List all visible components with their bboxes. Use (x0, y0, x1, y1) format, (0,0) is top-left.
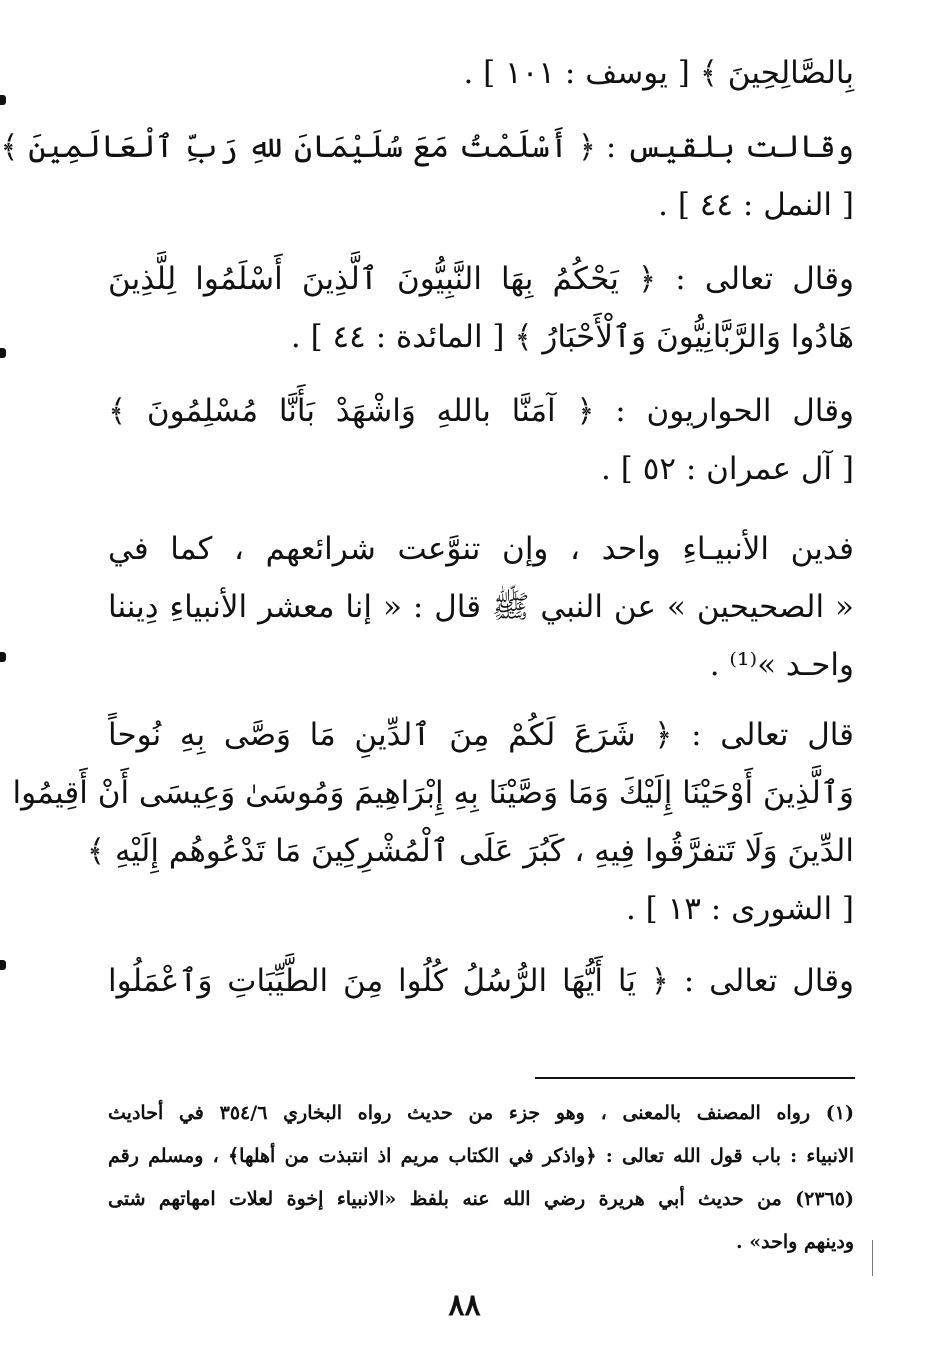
text-line: بِالصَّالِحِينَ ﴾ [ يوسف : ١٠١ ] . (463, 55, 854, 91)
footnote-separator (535, 1077, 855, 1079)
footnote-line: (١) رواه المصنف بالمعنى ، وهو جزء من حديث رواه البخاري ٣٥٤/٦ في أحاديث (108, 1102, 855, 1124)
footnote-line: (٢٣٦٥) من حديث أبي هريرة رضي الله عنه بلفظ «الانبياء إخوة لعلات امهاتهم شتى (108, 1188, 854, 1210)
text-line: وَٱلَّذِينَ أَوْحَيْنَا إِلَيْكَ وَمَا وَصَّيْنَا بِهِ إِبْرَاهِيمَ وَمُوسَىٰ وَعِيسَى أَنْ أَقِيمُوا (12, 775, 854, 811)
text-line: [ آل عمران : ٥٢ ] . (601, 451, 854, 487)
margin-line (872, 1240, 873, 1276)
footnote-line: الانبياء : باب قول الله تعالى : ﴿واذكر في الكتاب مريم اذ انتبذت من أهلها﴾ ، ومسلم رقم (108, 1145, 854, 1167)
footnote-line: ودينهم واحد» . (736, 1231, 854, 1253)
text-line: [ النمل : ٤٤ ] . (658, 187, 854, 223)
text-line: [ الشورى : ١٣ ] . (625, 891, 854, 927)
footnote (108, 1092, 854, 1264)
binding-mark (0, 652, 6, 662)
text-line: وقال الحواريون : ﴿ آمَنَّا باللهِ وَاشْهَدْ بَأَنَّا مُسْلِمُونَ ﴾ (108, 393, 854, 429)
paragraph (108, 250, 854, 382)
paragraph (108, 520, 854, 706)
text-line: واحـد »⁽¹⁾ . (709, 647, 854, 683)
text-line: وقال تعالى : ﴿ يَحْكُمُ بِهَا النَّبِيُّونَ ٱلَّذِينَ أَسْلَمُوا لِلَّذِينَ (108, 261, 854, 297)
text-line: « الصحيحين » عن النبي ﷺ قال : « إنا معشر الأنبياءِ دِيننا (108, 589, 854, 625)
paragraph (108, 44, 854, 118)
text-line: وقال تعالى : ﴿ يَا أَيُّهَا الرُّسُلُ كُلُوا مِنَ الطَّيِّبَاتِ وَٱعْمَلُوا (108, 963, 854, 999)
paragraph (12, 706, 854, 952)
text-line: فدين الأنبيـاءِ واحد ، وإن تنوَّعت شرائعهم ، كما في (108, 531, 854, 567)
main-text (0, 44, 854, 1012)
text-line: قال تعالى : ﴿ شَرَعَ لَكُمْ مِنَ ٱلدِّينِ مَا وَصَّى بِهِ نُوحاً (108, 717, 854, 753)
text-line: وقالت بلقيس : ﴿ أَسْلَمْتُ مَعَ سُلَيْمَانَ للهِ رَبِّ ٱلْعَالَمِينَ ﴾ (0, 129, 854, 165)
paragraph (108, 952, 854, 1012)
binding-mark (0, 95, 6, 105)
paragraph (108, 382, 854, 520)
text-line: الدِّينَ وَلَا تَتفرَّقُوا فِيهِ ، كَبُرَ عَلَى ٱلْمُشْرِكِينَ مَا تَدْعُوهُم إِلَيْهِ ﴾ (86, 833, 854, 869)
binding-mark (0, 348, 6, 358)
page-number: ٨٨ (448, 1288, 481, 1323)
binding-mark (0, 960, 6, 970)
paragraph (0, 118, 854, 250)
text-line: هَادُوا وَالرَّبَّانِيُّونَ وَٱلْأَحْبَارُ ﴾ [ المائدة : ٤٤ ] . (290, 319, 854, 355)
